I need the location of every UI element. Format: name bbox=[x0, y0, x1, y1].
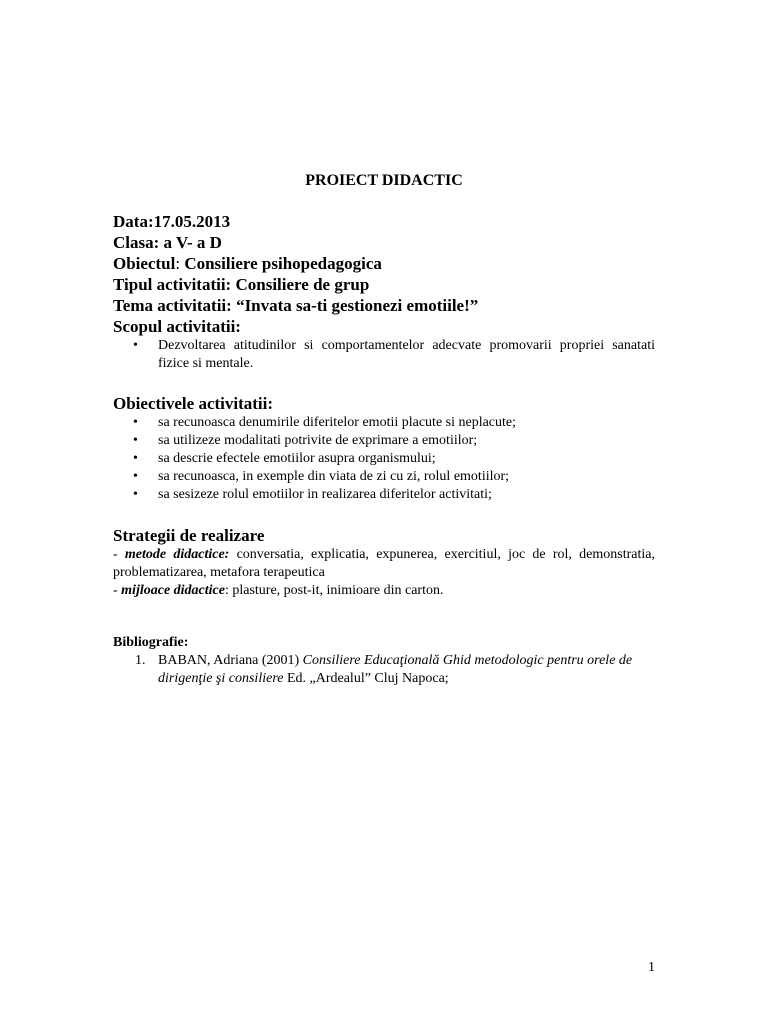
objective-item: • sa utilizeze modalitati potrivite de exprimare a emotiilor; bbox=[113, 432, 655, 450]
methods-prefix: - bbox=[113, 547, 125, 562]
bibliography-list bbox=[113, 652, 655, 688]
materials-label: mijloace didactice bbox=[121, 583, 225, 598]
page-number: 1 bbox=[648, 960, 655, 975]
date-line bbox=[113, 211, 655, 232]
purpose-list bbox=[113, 337, 655, 373]
subject-line bbox=[113, 253, 655, 274]
class-value: a V- a D bbox=[163, 233, 222, 252]
objective-item: • sa recunoasca, in exemple din viata de zi cu zi, rolul emotiilor; bbox=[113, 468, 655, 486]
document-title: PROIECT DIDACTIC bbox=[305, 172, 463, 189]
strategies-section bbox=[113, 525, 655, 600]
class-label: Clasa: bbox=[113, 233, 160, 252]
subject-separator: : bbox=[175, 254, 181, 273]
materials-text: : plasture, post-it, inimioare din carton. bbox=[224, 583, 444, 598]
bibliography-section bbox=[113, 634, 655, 688]
methods-label: metode didactice: bbox=[124, 547, 230, 562]
objective-item: • sa descrie efectele emotiilor asupra organismului; bbox=[113, 450, 655, 468]
subject-value: Consiliere psihopedagogica bbox=[184, 254, 382, 273]
bibliography-author: BABAN, Adriana (2001) bbox=[158, 653, 303, 668]
bibliography-number: 1. bbox=[135, 653, 146, 668]
class-line bbox=[113, 232, 655, 253]
methods-paragraph bbox=[113, 546, 655, 582]
purpose-item: • Dezvoltarea atitudinilor si comportamentelor adecvate promovarii propriei sanatati fizice si mentale. bbox=[113, 337, 655, 373]
bibliography-heading: Bibliografie: bbox=[113, 635, 189, 650]
objective-item: • sa sesizeze rolul emotiilor in realizarea diferitelor activitati; bbox=[113, 486, 655, 504]
bibliography-title: Consiliere Educaţională Ghid metodologic pentru orele de dirigenţie şi consiliere bbox=[158, 653, 633, 686]
header-block bbox=[113, 211, 655, 373]
bibliography-publisher: Ed. „Ardealul” Cluj Napoca; bbox=[283, 671, 449, 686]
bibliography-item bbox=[113, 652, 655, 688]
strategies-heading: Strategii de realizare bbox=[113, 526, 265, 545]
subject-label: Obiectul bbox=[113, 254, 176, 273]
activity-type-line: Tipul activitatii: Consiliere de grup bbox=[113, 275, 370, 294]
materials-prefix: - bbox=[113, 583, 122, 598]
objectives-heading: Obiectivele activitatii: bbox=[113, 394, 274, 413]
date-value: 17.05.2013 bbox=[153, 212, 231, 231]
objectives-list bbox=[113, 414, 655, 504]
objectives-section bbox=[113, 393, 655, 504]
materials-paragraph bbox=[113, 582, 655, 600]
activity-theme-line: Tema activitatii: “Invata sa-ti gestionezi emotiile!” bbox=[113, 296, 479, 315]
methods-text: conversatia, explicatia, expunerea, exercitiul, joc de rol, demonstratia, problematizarea, metafora terapeutica bbox=[113, 547, 655, 580]
date-label: Data: bbox=[113, 212, 154, 231]
purpose-heading: Scopul activitatii: bbox=[113, 317, 241, 336]
objective-item: • sa recunoasca denumirile diferitelor emotii placute si neplacute; bbox=[113, 414, 655, 432]
